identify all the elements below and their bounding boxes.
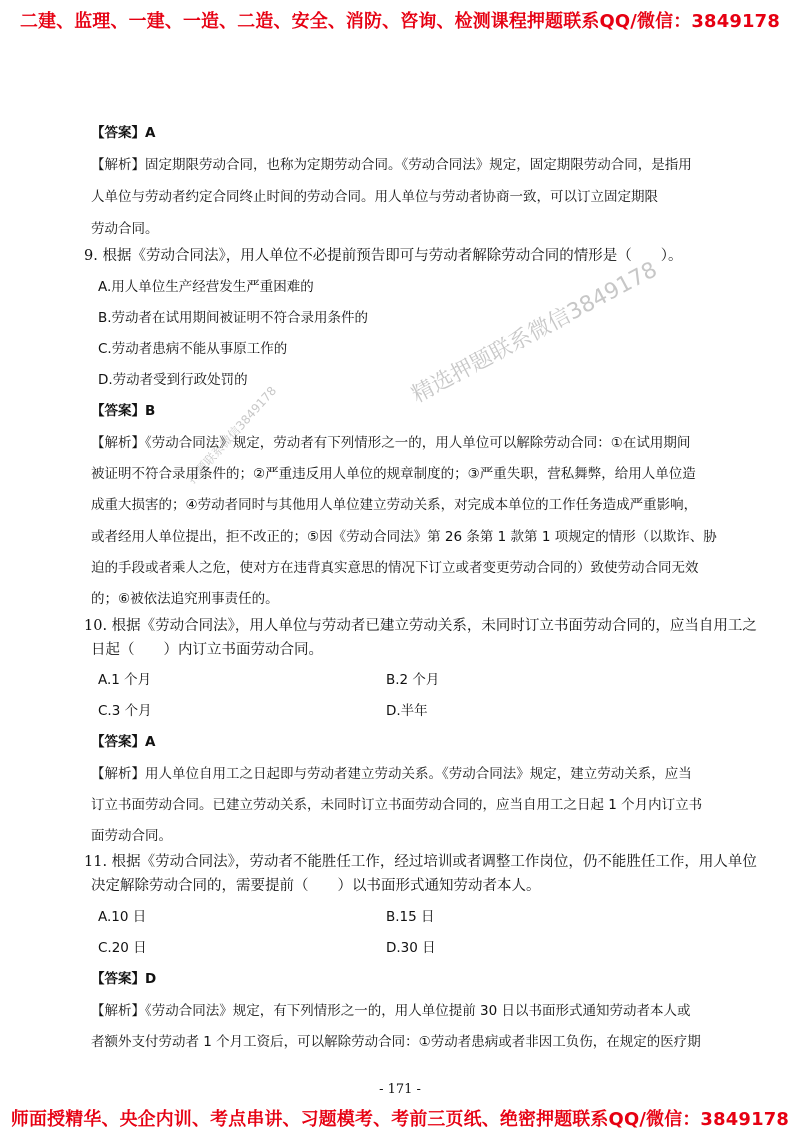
watermark-small: 押题联系微信3849178 (184, 383, 280, 487)
question-11-option-b: B.15 日 (386, 909, 435, 925)
answer-label-q9: 【答案】B (91, 403, 156, 419)
explanation-line: 人单位与劳动者约定合同终止时间的劳动合同。用人单位与劳动者协商一致，可以订立固定期限 (91, 189, 658, 205)
answer-label-q11: 【答案】D (91, 971, 157, 987)
explanation-line: 或者经用人单位提出，拒不改正的；⑤因《劳动合同法》第 26 条第 1 款第 1 项规定的情形（以欺诈、胁 (91, 529, 717, 545)
explanation-line: 【解析】固定期限劳动合同，也称为定期劳动合同。《劳动合同法》规定，固定期限劳动合同，是指用 (91, 157, 692, 173)
question-10-option-c: C.3 个月 (98, 703, 152, 719)
question-10-stem: 10. 根据《劳动合同法》，用人单位与劳动者已建立劳动关系，未同时订立书面劳动合同的，应当自用工之 (84, 618, 757, 634)
question-11-option-d: D.30 日 (386, 940, 436, 956)
footer-banner: 师面授精华、央企内训、考点串讲、习题模考、考前三页纸、绝密押题联系QQ/微信：3849178 (10, 1109, 790, 1130)
explanation-line: 【解析】用人单位自用工之日起即与劳动者建立劳动关系。《劳动合同法》规定，建立劳动关系，应当 (91, 766, 692, 782)
question-9-option-d: D.劳动者受到行政处罚的 (98, 372, 248, 388)
question-10-option-b: B.2 个月 (386, 672, 440, 688)
question-10-option-d: D.半年 (386, 703, 428, 719)
explanation-line: 迫的手段或者乘人之危，使对方在违背真实意思的情况下订立或者变更劳动合同的）致使劳动合同无效 (91, 560, 699, 576)
question-11-option-a: A.10 日 (98, 909, 147, 925)
question-10-stem-cont: 日起（ ）内订立书面劳动合同。 (91, 642, 323, 658)
watermark-large: 精选押题联系微信3849178 (407, 257, 662, 409)
explanation-line: 劳动合同。 (91, 221, 159, 237)
explanation-line: 【解析】《劳动合同法》规定，劳动者有下列情形之一的，用人单位可以解除劳动合同：①在试用期间 (91, 435, 691, 451)
explanation-line: 被证明不符合录用条件的；②严重违反用人单位的规章制度的；③严重失职，营私舞弊，给用人单位造 (91, 466, 696, 482)
question-9-option-c: C.劳动者患病不能从事原工作的 (98, 341, 288, 357)
question-11-stem-cont: 决定解除劳动合同的，需要提前（ ）以书面形式通知劳动者本人。 (91, 878, 541, 894)
question-9-option-a: A.用人单位生产经营发生严重困难的 (98, 279, 314, 295)
answer-label-q10: 【答案】A (91, 734, 156, 750)
explanation-line: 【解析】《劳动合同法》规定，有下列情形之一的，用人单位提前 30 日以书面形式通知劳动者本人或 (91, 1003, 691, 1019)
page-number: - 171 - (379, 1082, 421, 1097)
explanation-line: 订立书面劳动合同。已建立劳动关系，未同时订立书面劳动合同的，应当自用工之日起 1 个月内订立书 (91, 797, 703, 813)
explanation-line: 的；⑥被依法追究刑事责任的。 (91, 591, 279, 607)
header-banner: 二建、监理、一建、一造、二造、安全、消防、咨询、检测课程押题联系QQ/微信：3849178 (19, 11, 781, 32)
question-10-option-a: A.1 个月 (98, 672, 152, 688)
question-11-stem: 11. 根据《劳动合同法》，劳动者不能胜任工作，经过培训或者调整工作岗位，仍不能胜任工作，用人单位 (84, 854, 757, 870)
answer-label-q8: 【答案】A (91, 125, 156, 141)
explanation-line: 成重大损害的；④劳动者同时与其他用人单位建立劳动关系，对完成本单位的工作任务造成严重影响， (91, 497, 698, 513)
explanation-line: 者额外支付劳动者 1 个月工资后，可以解除劳动合同：①劳动者患病或者非因工负伤，在规定的医疗期 (91, 1034, 701, 1050)
question-9-stem: 9. 根据《劳动合同法》，用人单位不必提前预告即可与劳动者解除劳动合同的情形是（ ）。 (84, 248, 683, 264)
explanation-line: 面劳动合同。 (91, 828, 172, 844)
question-9-option-b: B.劳动者在试用期间被证明不符合录用条件的 (98, 310, 369, 326)
question-11-option-c: C.20 日 (98, 940, 147, 956)
